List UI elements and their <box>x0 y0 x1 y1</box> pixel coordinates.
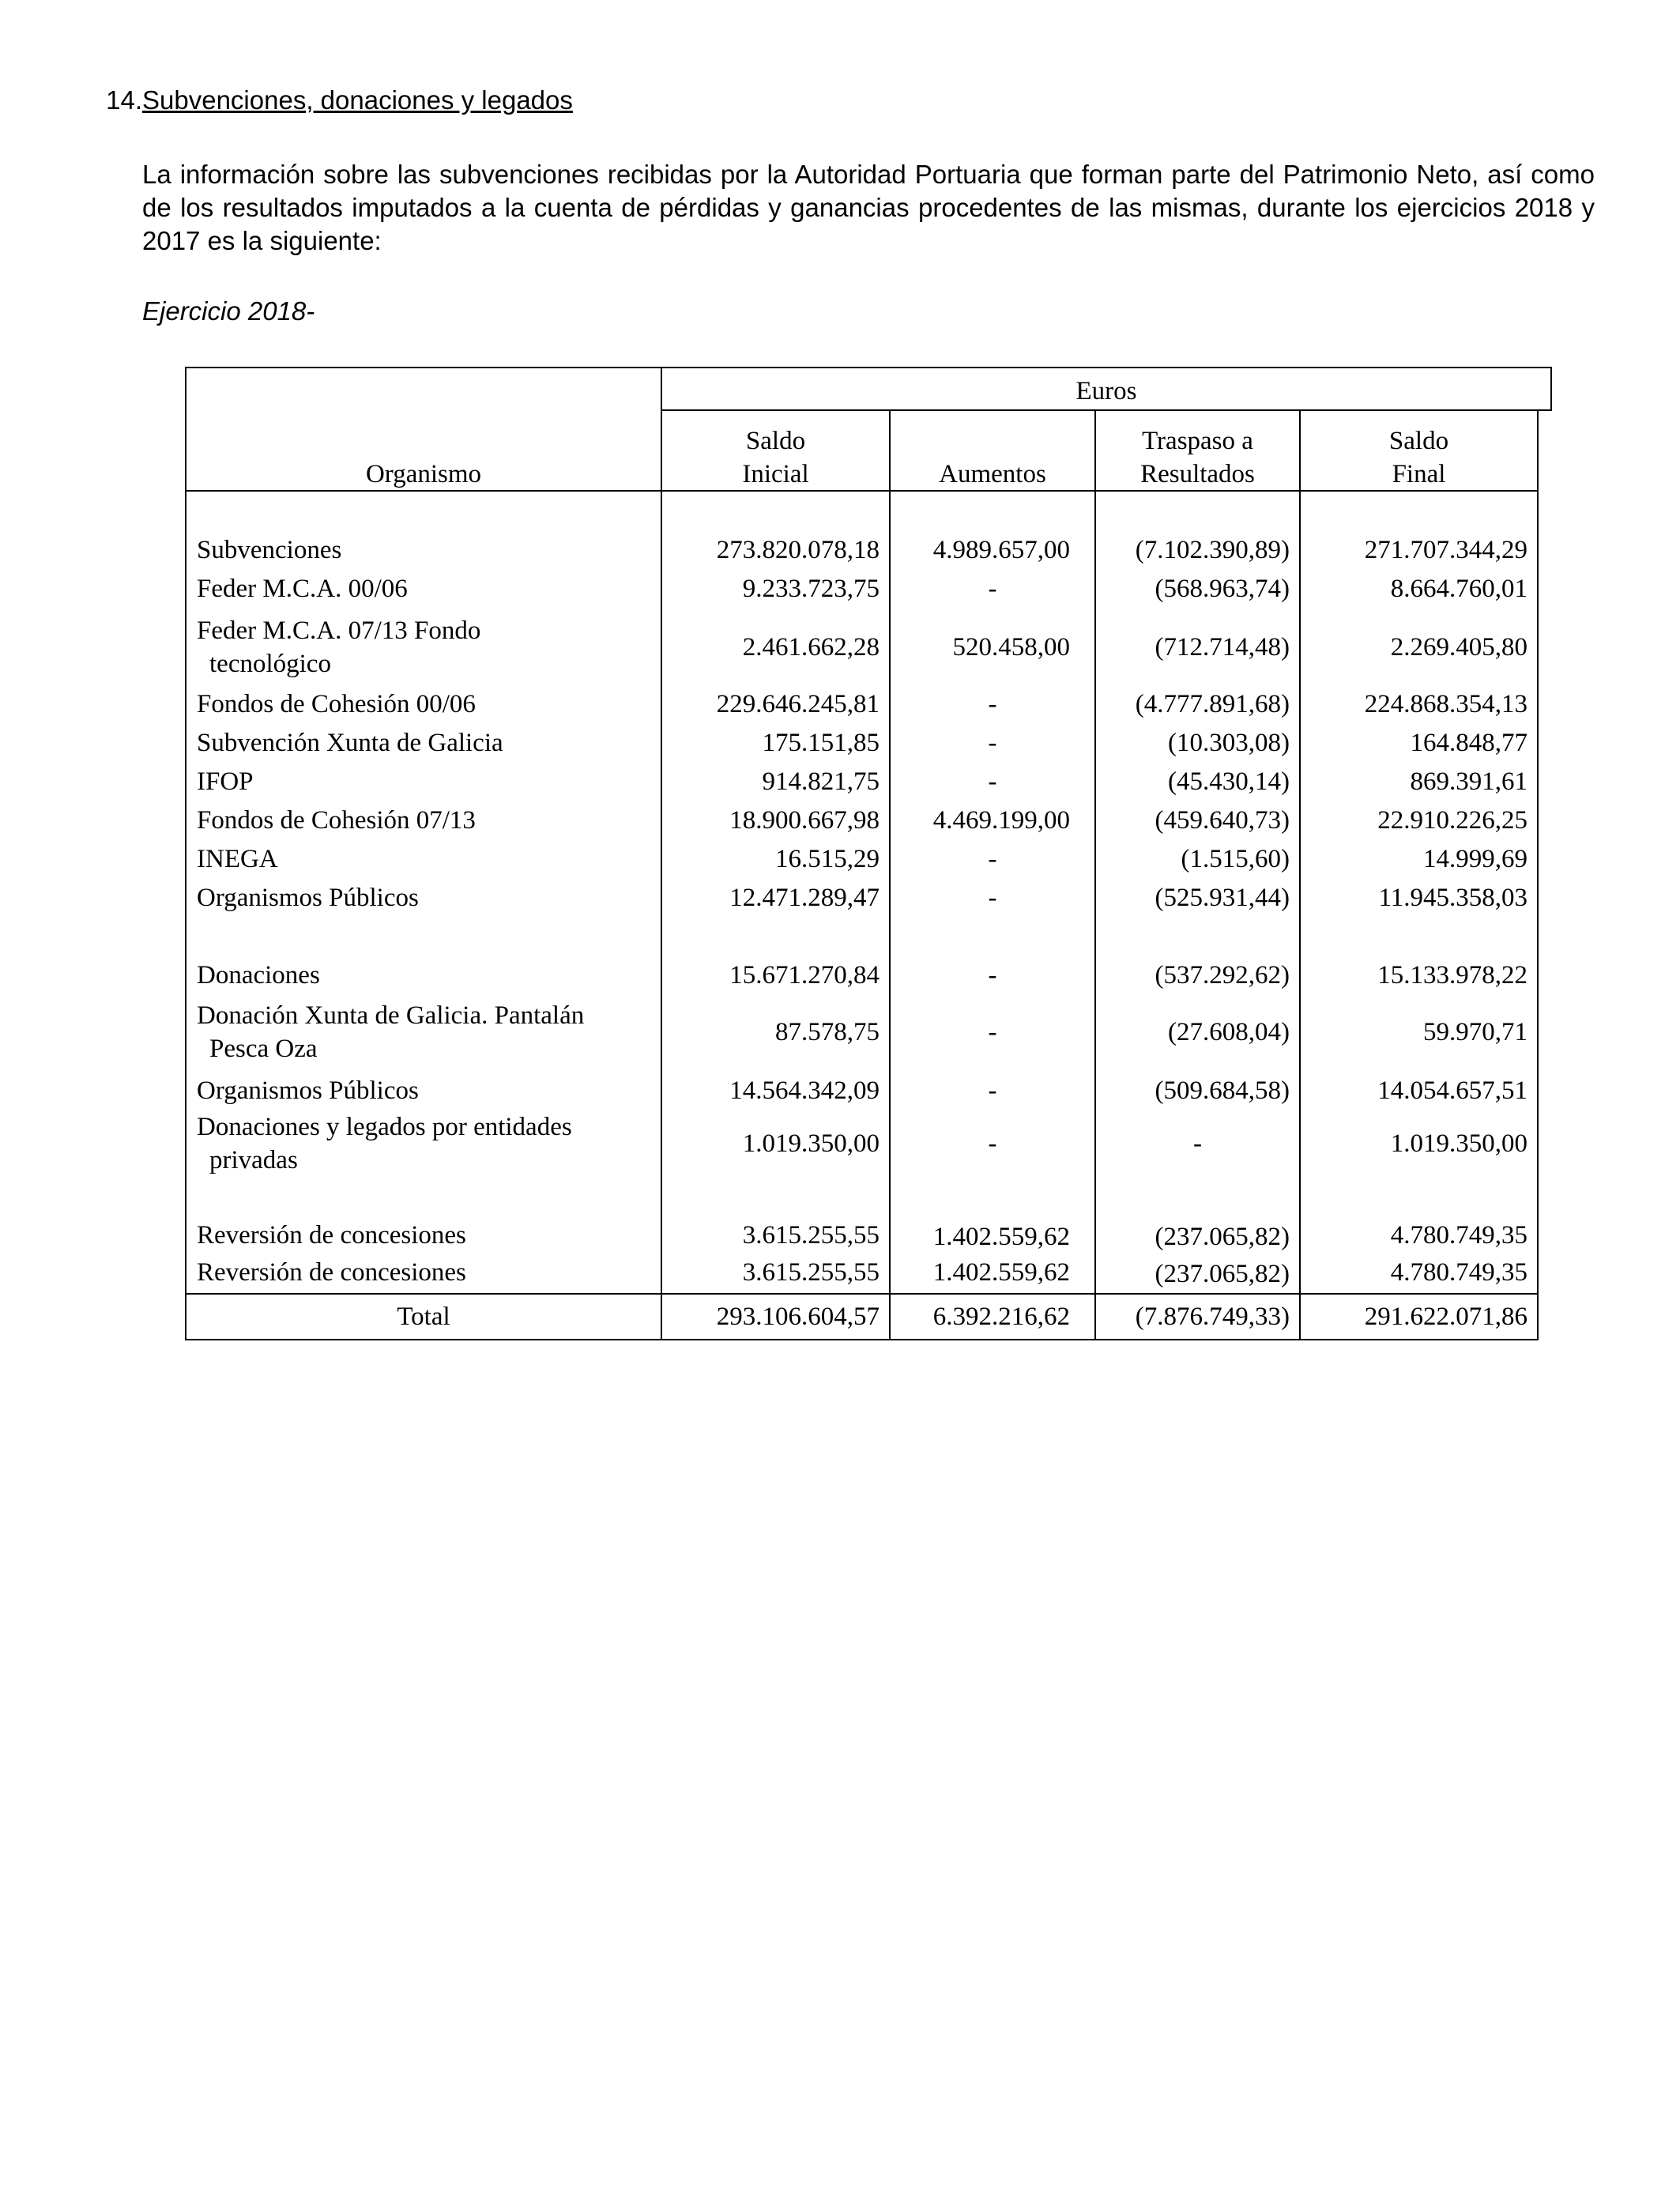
total-top-border <box>185 1293 1539 1295</box>
header-organismo: Organismo <box>365 460 482 488</box>
row-1-traspaso: (568.963,74) <box>1155 575 1290 603</box>
intro-paragraph: La información sobre las subvenciones recibidas por la Autoridad Portuaria que forman parte del Patrimonio Neto, así como de los resultados imputados a la cuenta de pérdidas y ganancias procedentes de las mismas, durante los ejercicios 2018 y 2017 es la siguiente: <box>142 160 1595 255</box>
row-1-saldo-final: 8.664.760,01 <box>1390 575 1527 603</box>
row-1-saldo-inicial: 9.233.723,75 <box>742 575 880 603</box>
col-divider-1 <box>661 367 662 1340</box>
row-3-aumentos: - <box>988 690 997 718</box>
table-bottom-border <box>185 1339 1539 1340</box>
row-8-saldo-inicial: 12.471.289,47 <box>729 884 880 912</box>
row-3-saldo-inicial: 229.646.245,81 <box>716 690 880 718</box>
row-14-traspaso: (237.065,82) <box>1155 1260 1290 1288</box>
row-10-traspaso: (27.608,04) <box>1168 1018 1290 1046</box>
row-5-traspaso: (45.430,14) <box>1168 767 1290 796</box>
row-7-label: INEGA <box>197 845 278 873</box>
header-saldo-final-line2: Final <box>1392 460 1446 488</box>
row-3-saldo-final: 224.868.354,13 <box>1364 690 1527 718</box>
row-8-saldo-final: 11.945.358,03 <box>1378 884 1527 912</box>
row-12-label-line2: privadas <box>209 1146 298 1174</box>
row-14-saldo-final: 4.780.749,35 <box>1390 1258 1527 1287</box>
row-9-saldo-inicial: 15.671.270,84 <box>729 961 880 990</box>
row-11-traspaso: (509.684,58) <box>1155 1076 1290 1105</box>
row-13-saldo-final: 4.780.749,35 <box>1390 1221 1527 1250</box>
row-4-traspaso: (10.303,08) <box>1168 729 1290 757</box>
section-title: Subvenciones, donaciones y legados <box>142 85 573 115</box>
row-0-label: Subvenciones <box>197 536 342 564</box>
row-12-saldo-inicial: 1.019.350,00 <box>742 1129 880 1158</box>
row-6-traspaso: (459.640,73) <box>1155 806 1290 835</box>
row-9-label: Donaciones <box>197 961 320 990</box>
total-aumentos: 6.392.216,62 <box>932 1302 1070 1331</box>
row-9-aumentos: - <box>988 961 997 990</box>
row-11-label: Organismos Públicos <box>197 1076 419 1105</box>
row-7-traspaso: (1.515,60) <box>1181 845 1290 873</box>
total-saldo-final: 291.622.071,86 <box>1364 1302 1527 1331</box>
col-divider-4 <box>1299 409 1301 1340</box>
row-11-saldo-final: 14.054.657,51 <box>1377 1076 1527 1105</box>
row-2-saldo-inicial: 2.461.662,28 <box>742 633 880 662</box>
row-1-aumentos: - <box>988 575 997 603</box>
header-saldo-inicial <box>662 424 889 491</box>
header-saldo-final-line1: Saldo <box>1388 427 1449 455</box>
header-saldo-final <box>1301 424 1537 491</box>
row-10-aumentos: - <box>988 1018 997 1046</box>
row-13-label: Reversión de concesiones <box>197 1221 466 1250</box>
row-7-saldo-inicial: 16.515,29 <box>775 845 880 873</box>
total-saldo-inicial: 293.106.604,57 <box>716 1302 880 1331</box>
row-1-label: Feder M.C.A. 00/06 <box>197 575 408 603</box>
euros-top-border <box>662 367 1552 368</box>
row-6-saldo-inicial: 18.900.667,98 <box>729 806 880 835</box>
row-10-saldo-inicial: 87.578,75 <box>775 1018 880 1046</box>
header-saldo-inicial-line2: Inicial <box>742 460 809 488</box>
row-6-saldo-final: 22.910.226,25 <box>1377 806 1527 835</box>
header-euros: Euros <box>1075 377 1137 405</box>
row-3-traspaso: (4.777.891,68) <box>1135 690 1290 718</box>
col-divider-3 <box>1094 409 1096 1340</box>
row-4-label: Subvención Xunta de Galicia <box>197 729 503 757</box>
row-11-aumentos: - <box>988 1076 997 1105</box>
row-12-label <box>197 1110 572 1177</box>
row-9-saldo-final: 15.133.978,22 <box>1377 961 1527 990</box>
row-7-saldo-final: 14.999,69 <box>1423 845 1527 873</box>
row-14-label: Reversión de concesiones <box>197 1258 466 1287</box>
row-4-saldo-inicial: 175.151,85 <box>762 729 880 757</box>
header-traspaso-line1: Traspaso a <box>1142 427 1253 455</box>
row-2-label-line2: tecnológico <box>209 650 331 678</box>
row-8-label: Organismos Públicos <box>197 884 419 912</box>
table-left-border <box>185 367 186 1340</box>
row-7-aumentos: - <box>988 845 997 873</box>
table-right-border <box>1537 409 1539 1340</box>
row-8-aumentos: - <box>988 884 997 912</box>
row-2-label <box>197 614 480 680</box>
row-10-label-line2: Pesca Oza <box>209 1035 318 1063</box>
row-0-saldo-final: 271.707.344,29 <box>1364 536 1527 564</box>
row-14-saldo-inicial: 3.615.255,55 <box>742 1258 880 1287</box>
header-aumentos: Aumentos <box>939 460 1046 488</box>
header-traspaso-line2: Resultados <box>1140 460 1255 488</box>
row-2-aumentos: 520.458,00 <box>952 633 1070 662</box>
row-0-aumentos: 4.989.657,00 <box>932 536 1070 564</box>
row-4-saldo-final: 164.848,77 <box>1410 729 1527 757</box>
euros-right-border <box>1550 367 1552 411</box>
row-5-saldo-inicial: 914.821,75 <box>762 767 880 796</box>
row-13-traspaso: (237.065,82) <box>1155 1223 1290 1251</box>
row-4-aumentos: - <box>988 729 997 757</box>
row-3-label: Fondos de Cohesión 00/06 <box>197 690 476 718</box>
header-traspaso <box>1096 424 1299 491</box>
row-6-label: Fondos de Cohesión 07/13 <box>197 806 476 835</box>
row-5-aumentos: - <box>988 767 997 796</box>
row-6-aumentos: 4.469.199,00 <box>932 806 1070 835</box>
row-10-saldo-final: 59.970,71 <box>1423 1018 1527 1046</box>
year-label: Ejercicio 2018- <box>142 296 315 326</box>
row-9-traspaso: (537.292,62) <box>1155 961 1290 990</box>
row-10-label <box>197 999 584 1065</box>
total-traspaso: (7.876.749,33) <box>1135 1302 1290 1331</box>
row-5-saldo-final: 869.391,61 <box>1410 767 1527 796</box>
total-label: Total <box>397 1302 450 1331</box>
row-12-aumentos: - <box>988 1129 997 1158</box>
row-13-aumentos: 1.402.559,62 <box>932 1223 1070 1251</box>
row-2-saldo-final: 2.269.405,80 <box>1390 633 1527 662</box>
section-number: 14. <box>106 85 142 115</box>
header-saldo-inicial-line1: Saldo <box>745 427 806 455</box>
row-12-traspaso: - <box>1193 1129 1202 1158</box>
row-0-traspaso: (7.102.390,89) <box>1135 536 1290 564</box>
row-12-label-line1: Donaciones y legados por entidades <box>197 1113 572 1141</box>
row-2-label-line1: Feder M.C.A. 07/13 Fondo <box>197 616 481 645</box>
euros-bottom-border <box>662 409 1552 411</box>
row-11-saldo-inicial: 14.564.342,09 <box>729 1076 880 1105</box>
row-8-traspaso: (525.931,44) <box>1155 884 1290 912</box>
row-14-aumentos: 1.402.559,62 <box>932 1258 1070 1287</box>
row-2-traspaso: (712.714,48) <box>1155 633 1290 662</box>
row-10-label-line1: Donación Xunta de Galicia. Pantalán <box>197 1001 585 1030</box>
row-13-saldo-inicial: 3.615.255,55 <box>742 1221 880 1250</box>
row-12-saldo-final: 1.019.350,00 <box>1390 1129 1527 1158</box>
row-0-saldo-inicial: 273.820.078,18 <box>716 536 880 564</box>
row-5-label: IFOP <box>197 767 254 796</box>
